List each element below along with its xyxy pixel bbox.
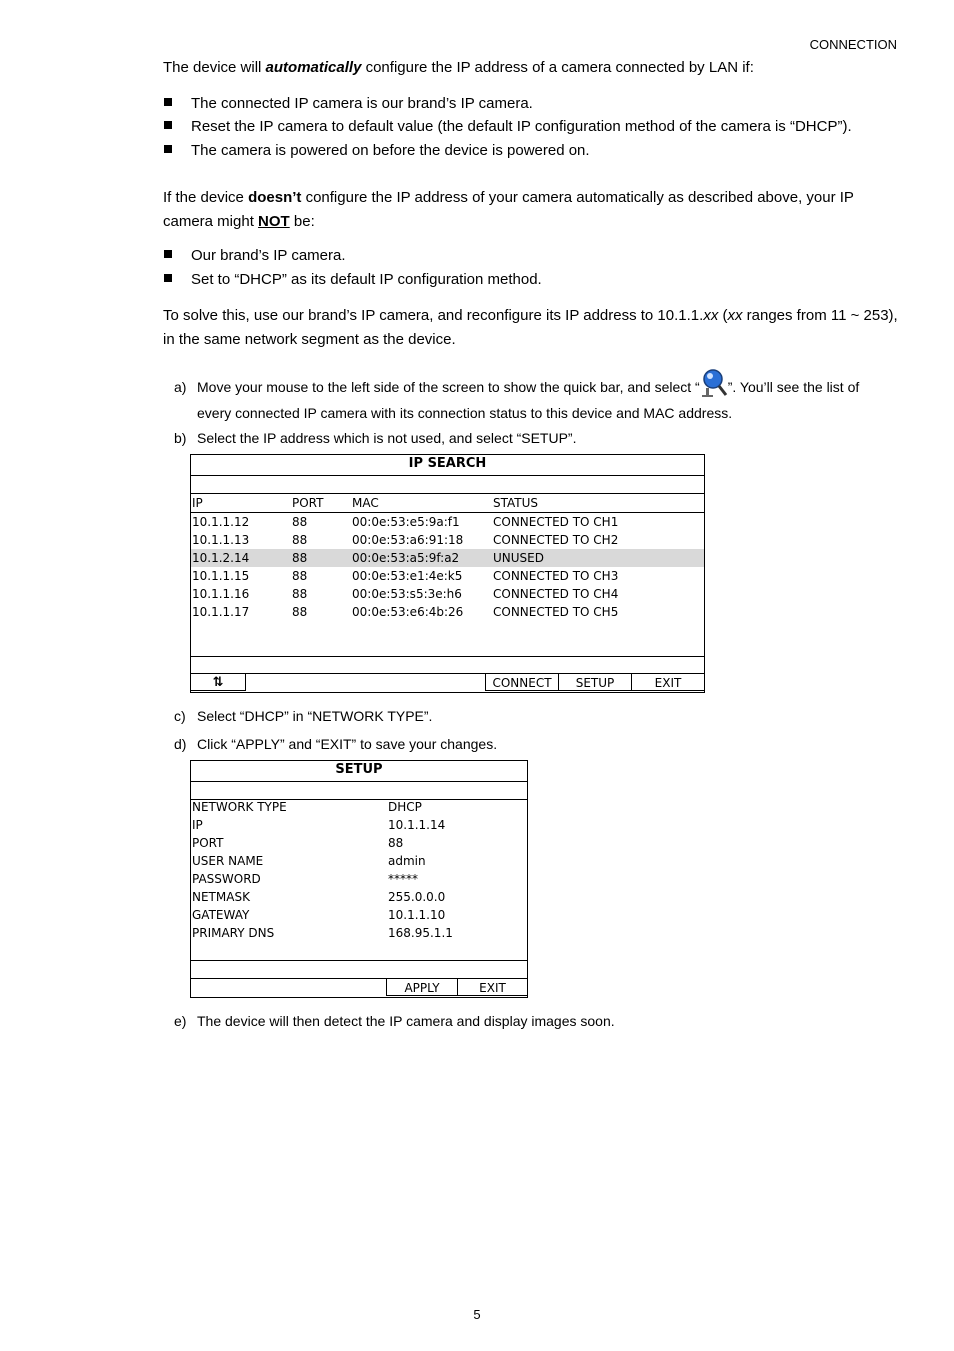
step-text: Select the IP address which is not used, and select “SETUP”. xyxy=(197,430,577,446)
step-label: d) xyxy=(174,736,187,752)
apply-button[interactable]: APPLY xyxy=(386,978,458,996)
failure-not: NOT xyxy=(258,213,290,230)
cell-ip: 10.1.1.12 xyxy=(192,515,250,529)
ip-search-title: IP SEARCH xyxy=(191,455,704,476)
cell-mac: 00:0e:53:e1:4e:k5 xyxy=(352,569,463,583)
table-row[interactable] xyxy=(191,603,704,621)
field-label: USER NAME xyxy=(192,854,264,868)
table-row[interactable] xyxy=(191,531,704,549)
bullet-square-icon xyxy=(164,250,172,258)
cell-mac: 00:0e:53:e6:4b:26 xyxy=(352,605,464,619)
ip-search-dialog xyxy=(190,454,705,693)
cell-port: 88 xyxy=(292,515,308,529)
step-label: a) xyxy=(174,379,187,395)
setup-field-user-name[interactable] xyxy=(191,852,527,870)
exit-button[interactable]: EXIT xyxy=(631,673,704,691)
refresh-arrows-icon: ⇅ xyxy=(212,675,224,690)
step-label: b) xyxy=(174,430,187,446)
table-row-selected[interactable] xyxy=(191,549,704,567)
step-b xyxy=(174,425,894,451)
step-a xyxy=(174,368,894,426)
field-value[interactable]: 255.0.0.0 xyxy=(388,890,446,904)
field-value[interactable]: 10.1.1.10 xyxy=(388,908,446,922)
intro-emphasis: automatically xyxy=(265,59,362,76)
cell-status: UNUSED xyxy=(493,551,544,565)
field-label: NETMASK xyxy=(192,890,250,904)
condition-text: The connected IP camera is our brand’s IP camera. xyxy=(191,95,533,112)
ip-search-header-row xyxy=(191,494,704,513)
cell-mac: 00:0e:53:s5:3e:h6 xyxy=(352,587,462,601)
refresh-button[interactable] xyxy=(190,673,246,691)
cell-status: CONNECTED TO CH4 xyxy=(493,587,619,601)
field-value[interactable]: DHCP xyxy=(388,800,422,814)
failure-item xyxy=(163,246,346,266)
solve-xx: xx xyxy=(703,307,719,324)
step-label: c) xyxy=(174,708,186,724)
solve-text-end: ranges from 11 ~ 253), in the same network segment as the device. xyxy=(163,307,898,348)
cell-ip: 10.1.1.16 xyxy=(192,587,250,601)
step-text: Select “DHCP” in “NETWORK TYPE”. xyxy=(197,708,433,724)
step-text: Move your mouse to the left side of the screen to show the quick bar, and select “ xyxy=(197,379,700,395)
failure-item-text: Our brand’s IP camera. xyxy=(191,247,346,264)
condition-text: The camera is powered on before the device is powered on. xyxy=(191,142,590,159)
bullet-square-icon xyxy=(164,98,172,106)
column-header-status: STATUS xyxy=(493,496,539,510)
step-text-cont: every connected IP camera with its connection status to this device and MAC address. xyxy=(197,405,733,421)
ip-search-spacer xyxy=(191,476,704,494)
setup-field-primary-dns[interactable] xyxy=(191,924,527,942)
cell-status: CONNECTED TO CH5 xyxy=(493,605,619,619)
solve-xx: xx xyxy=(727,307,743,324)
table-row[interactable] xyxy=(191,585,704,603)
field-value[interactable]: ***** xyxy=(388,872,418,886)
ip-search-divider xyxy=(191,656,704,657)
table-row[interactable] xyxy=(191,513,704,531)
step-text: The device will then detect the IP camera and display images soon. xyxy=(197,1013,615,1029)
failure-item-text: Set to “DHCP” as its default IP configuration method. xyxy=(191,271,542,288)
step-e xyxy=(174,1008,894,1034)
connect-button[interactable]: CONNECT xyxy=(485,673,559,691)
cell-ip: 10.1.2.14 xyxy=(192,551,250,565)
cell-mac: 00:0e:53:a6:91:18 xyxy=(352,533,464,547)
field-value[interactable]: admin xyxy=(388,854,426,868)
condition-item xyxy=(163,117,852,137)
solve-text-mid: ( xyxy=(718,307,728,324)
cell-port: 88 xyxy=(292,605,308,619)
setup-field-port[interactable] xyxy=(191,834,527,852)
step-text: Click “APPLY” and “EXIT” to save your changes. xyxy=(197,736,498,752)
failure-item xyxy=(163,270,542,290)
intro-text: The device will xyxy=(163,59,266,76)
cell-port: 88 xyxy=(292,551,308,565)
cell-ip: 10.1.1.13 xyxy=(192,533,250,547)
table-row[interactable] xyxy=(191,567,704,585)
setup-button[interactable]: SETUP xyxy=(558,673,632,691)
failure-text-end: be: xyxy=(289,213,315,230)
condition-item xyxy=(163,141,590,161)
setup-field-network-type[interactable] xyxy=(191,798,527,816)
cell-status: CONNECTED TO CH1 xyxy=(493,515,619,529)
setup-field-password[interactable] xyxy=(191,870,527,888)
setup-dialog xyxy=(190,760,528,998)
column-header-mac: MAC xyxy=(352,496,379,510)
field-label: PRIMARY DNS xyxy=(192,926,275,940)
ip-search-list xyxy=(191,513,704,621)
setup-field-gateway[interactable] xyxy=(191,906,527,924)
field-label: NETWORK TYPE xyxy=(192,800,287,814)
field-value[interactable]: 168.95.1.1 xyxy=(388,926,453,940)
column-header-port: PORT xyxy=(292,496,324,510)
setup-title: SETUP xyxy=(191,761,527,782)
failure-text-mid: configure the IP address of your camera automatically as described above, your IP camera might xyxy=(163,189,854,230)
exit-button[interactable]: EXIT xyxy=(457,978,527,996)
cell-port: 88 xyxy=(292,587,308,601)
step-label: e) xyxy=(174,1013,187,1029)
cell-mac: 00:0e:53:a5:9f:a2 xyxy=(352,551,460,565)
cell-ip: 10.1.1.15 xyxy=(192,569,250,583)
condition-item xyxy=(163,94,533,114)
field-value[interactable]: 88 xyxy=(388,836,404,850)
bullet-square-icon xyxy=(164,274,172,282)
bullet-square-icon xyxy=(164,121,172,129)
field-label: IP xyxy=(192,818,203,832)
intro-paragraph xyxy=(163,56,898,80)
solve-text: To solve this, use our brand’s IP camera, and reconfigure its IP address to 10.1.1. xyxy=(163,307,704,324)
column-header-ip: IP xyxy=(192,496,203,510)
cell-ip: 10.1.1.17 xyxy=(192,605,250,619)
cell-status: CONNECTED TO CH3 xyxy=(493,569,619,583)
step-d xyxy=(174,731,894,757)
field-label: PORT xyxy=(192,836,224,850)
cell-status: CONNECTED TO CH2 xyxy=(493,533,619,547)
condition-text: Reset the IP camera to default value (the default IP configuration method of the camera is “DHCP”). xyxy=(191,118,852,135)
field-label: PASSWORD xyxy=(192,872,261,886)
intro-text-end: configure the IP address of a camera connected by LAN if: xyxy=(361,59,754,76)
page-number: 5 xyxy=(473,1307,481,1322)
setup-field-ip[interactable] xyxy=(191,816,527,834)
failure-text: If the device xyxy=(163,189,249,206)
setup-divider xyxy=(191,960,527,961)
field-value[interactable]: 10.1.1.14 xyxy=(388,818,446,832)
cell-port: 88 xyxy=(292,533,308,547)
ip-search-magnifier-icon[interactable] xyxy=(700,368,728,398)
field-label: GATEWAY xyxy=(192,908,250,922)
step-text-end: ”. You’ll see the list of xyxy=(727,379,860,395)
setup-field-netmask[interactable] xyxy=(191,888,527,906)
failure-bold: doesn’t xyxy=(248,189,302,206)
cell-port: 88 xyxy=(292,569,308,583)
solve-paragraph xyxy=(163,304,898,352)
bullet-square-icon xyxy=(164,145,172,153)
failure-paragraph xyxy=(163,186,898,234)
cell-mac: 00:0e:53:e5:9a:f1 xyxy=(352,515,460,529)
step-c xyxy=(174,703,894,729)
section-header: CONNECTION xyxy=(809,37,897,52)
